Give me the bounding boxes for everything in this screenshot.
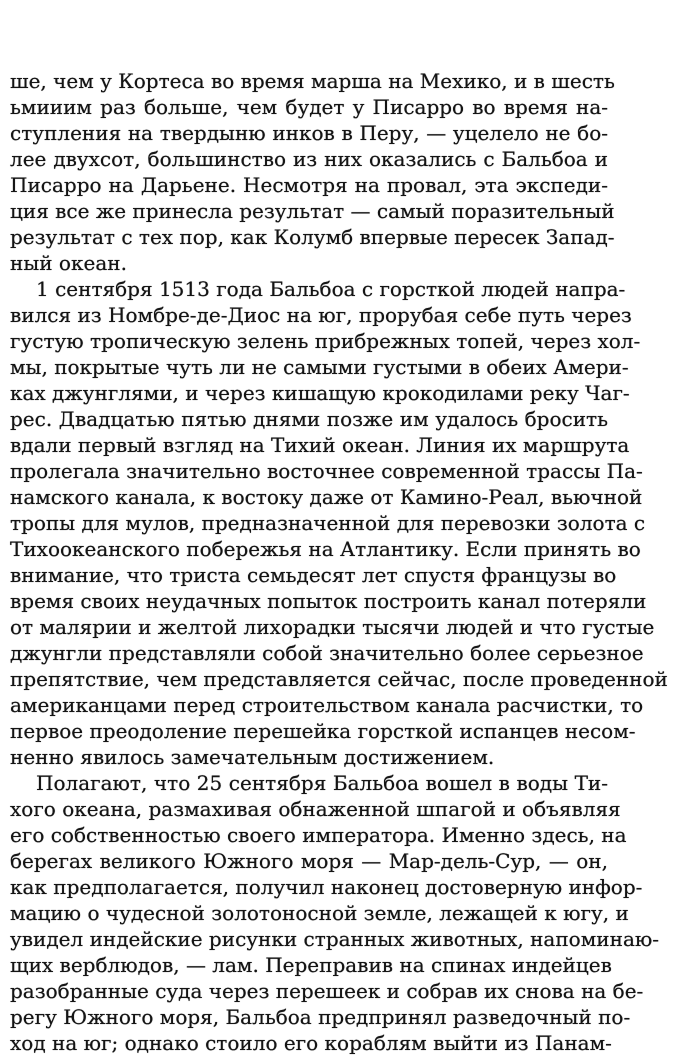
text-line: хого океана, размахивая обнаженной шпагой и объявляя — [10, 797, 621, 821]
text-line: вдали первый взгляд на Тихий океан. Линия их маршрута — [10, 433, 630, 457]
text-line: пролегала значительно восточнее современной трассы Па- — [10, 459, 643, 483]
text-line: Писарро на Дарьене. Несмотря на провал, эта экспеди- — [10, 173, 608, 197]
text-line: Тихоокеанского побережья на Атлантику. Если принять во — [10, 537, 641, 561]
text-line: увидел индейские рисунки странных животных, напоминаю- — [10, 927, 660, 951]
text-line: джунгли представляли собой значительно более серьезное — [10, 641, 644, 665]
text-line: американцами перед строительством канала расчистки, то — [10, 693, 644, 717]
text-line: препятствие, чем представляется сейчас, после проведенной — [10, 667, 668, 691]
text-line: внимание, что триста семьдесят лет спустя французы во — [10, 563, 617, 587]
text-line: ках джунглями, и через кишащую крокодилами реку Чаг- — [10, 381, 630, 405]
text-line: результат с тех пор, как Колумб впервые пересек Запад- — [10, 225, 615, 249]
text-line: ступления на твердыню инков в Перу, — уцелело не бо- — [10, 121, 608, 145]
text-line: регу Южного моря, Бальбоа предпринял разведочный по- — [10, 1005, 631, 1029]
text-line: густую тропическую зелень прибрежных топей, через хол- — [10, 329, 641, 353]
text-line: ше, чем у Кортеса во время марша на Мехико, и в шесть — [10, 69, 615, 93]
text-line: его собственностью своего императора. Именно здесь, на — [10, 823, 627, 847]
text-line: мы, покрытые чуть ли не самыми густыми в обеих Амери- — [10, 355, 629, 379]
text-line: лее двухсот, большинство из них оказались с Бальбоа и — [10, 147, 608, 171]
text-line: щих верблюдов, — лам. Переправив на спинах индейцев — [10, 953, 612, 977]
text-line: ьмииим раз больше, чем будет у Писарро во время на- — [10, 95, 608, 119]
text-line: вился из Номбре-де-Диос на юг, прорубая себе путь через — [10, 303, 632, 327]
text-line: ный океан. — [10, 251, 127, 275]
text-line: ненно явилось замечательным достижением. — [10, 745, 495, 769]
text-line: разобранные суда через перешеек и собрав их снова на бе- — [10, 979, 644, 1003]
text-line: первое преодоление перешейка горсткой испанцев несом- — [10, 719, 636, 743]
text-line: как предполагается, получил наконец достоверную инфор- — [10, 875, 643, 899]
text-line: берегах великого Южного моря — Мар-дель-Сур, — он, — [10, 849, 608, 873]
text-line: Полагают, что 25 сентября Бальбоа вошел в воды Ти- — [36, 771, 608, 795]
text-line: тропы для мулов, предназначенной для перевозки золота с — [10, 511, 646, 535]
text-line: 1 сентября 1513 года Бальбоа с горсткой людей напра- — [36, 277, 626, 301]
text-line: мацию о чудесной золотоносной земле, лежащей к югу, и — [10, 901, 629, 925]
text-line: ход на юг; однако стоило его кораблям выйти из Панам- — [10, 1031, 612, 1055]
text-line: время своих неудачных попыток построить канал потеряли — [10, 589, 647, 613]
paragraph — [10, 68, 615, 276]
body-text — [10, 68, 668, 1056]
paragraph — [10, 276, 668, 770]
text-line: от малярии и желтой лихорадки тысячи людей и что густые — [10, 615, 655, 639]
text-line: намского канала, к востоку даже от Камино-Реал, вьючной — [10, 485, 643, 509]
text-line: ция все же принесла результат — самый поразительный — [10, 199, 615, 223]
paragraph — [10, 770, 660, 1056]
text-line: рес. Двадцатью пятью днями позже им удалось бросить — [10, 407, 608, 431]
